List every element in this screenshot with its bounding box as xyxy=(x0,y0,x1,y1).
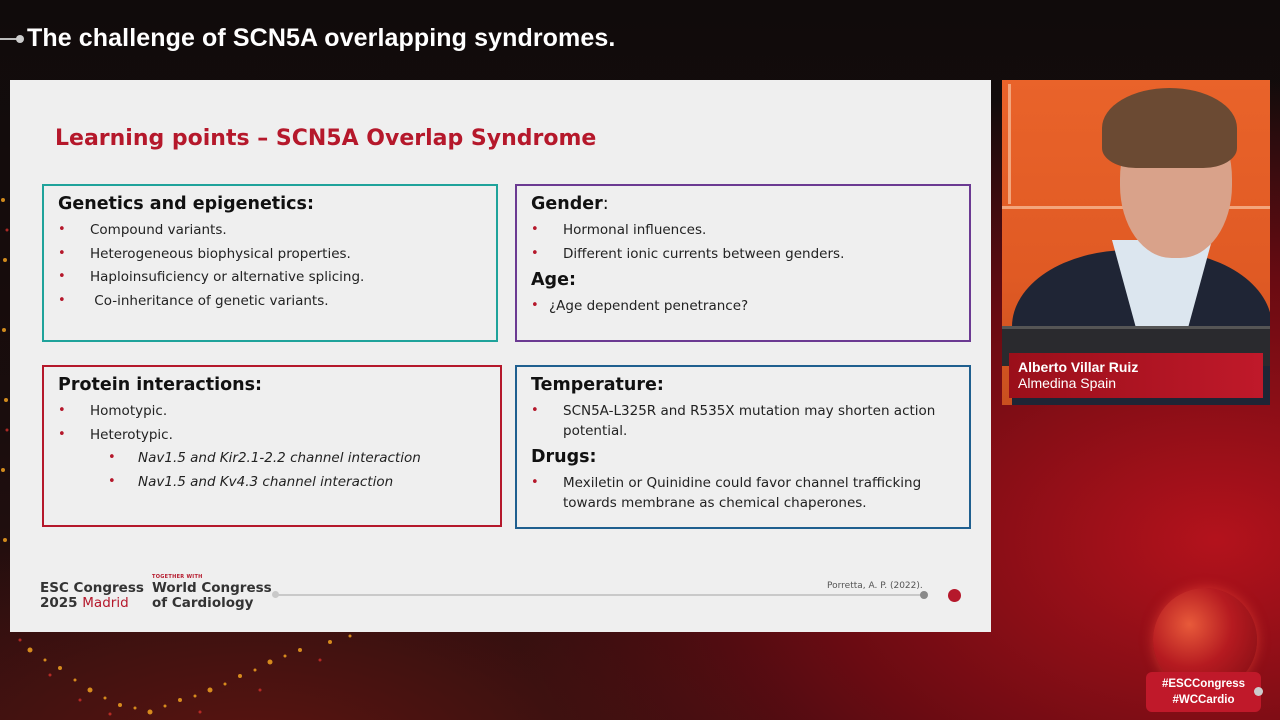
gender-age-box xyxy=(515,184,971,342)
temperature-list xyxy=(531,401,955,441)
presentation-slide xyxy=(10,80,991,632)
list-item: • Mexiletin or Quinidine could favor channel trafficking towards membrane as chemical chaperones. xyxy=(531,473,955,513)
speaker-lower-third xyxy=(1009,353,1263,398)
genetics-list xyxy=(58,220,482,311)
list-item: • Heterogeneous biophysical properties. xyxy=(58,244,482,264)
wcc-line1: World Congress xyxy=(152,580,272,596)
list-item: • Haploinsuficiency or alternative splicing. xyxy=(58,267,482,287)
hashtag-badge xyxy=(1146,672,1261,712)
progress-red-dot xyxy=(948,589,961,602)
genetics-box xyxy=(42,184,498,342)
age-heading: Age: xyxy=(531,269,576,290)
esc-logo-year: 2025 xyxy=(40,595,78,611)
esc-logo-city: Madrid xyxy=(82,595,129,611)
speaker-affiliation: Almedina Spain xyxy=(1018,375,1117,391)
list-item: • Different ionic currents between genders. xyxy=(531,244,955,264)
protein-interactions-box xyxy=(42,365,502,527)
gender-heading xyxy=(531,194,955,214)
session-title: The challenge of SCN5A overlapping syndromes. xyxy=(27,24,616,52)
slide-footer xyxy=(10,572,991,632)
speaker-hair xyxy=(1102,88,1237,168)
slide-title: Learning points – SCN5A Overlap Syndrome xyxy=(55,126,597,151)
protein-list xyxy=(58,401,486,492)
hashtag-wcc: #WCCardio xyxy=(1172,694,1235,706)
esc-logo-line1: ESC Congress xyxy=(40,580,144,596)
drugs-heading: Drugs: xyxy=(531,447,597,467)
list-item: • Co-inheritance of genetic variants. xyxy=(58,291,482,311)
wcc-logo xyxy=(152,574,272,611)
list-item: • Hormonal influences. xyxy=(531,220,955,240)
list-item: • SCN5A-L325R and R535X mutation may shorten action potential. xyxy=(531,401,955,441)
title-marker xyxy=(0,38,20,40)
nested-list-item: • Nav1.5 and Kir2.1-2.2 channel interaction xyxy=(58,448,486,468)
hashtag-dot xyxy=(1254,687,1263,696)
slide-progress-line xyxy=(274,594,924,596)
wcc-tagline: TOGETHER WITH xyxy=(152,574,203,580)
hashtag-esc: #ESCCongress xyxy=(1161,678,1246,690)
esc-logo-line2 xyxy=(40,596,144,611)
drugs-list xyxy=(531,473,955,513)
citation: Porretta, A. P. (2022). xyxy=(827,581,923,591)
wcc-line2: of Cardiology xyxy=(152,595,254,611)
list-item: • ¿Age dependent penetrance? xyxy=(531,296,955,316)
speaker-name: Alberto Villar Ruiz xyxy=(1018,359,1139,375)
temperature-drugs-box xyxy=(515,365,971,529)
nested-list-item: • Nav1.5 and Kv4.3 channel interaction xyxy=(58,472,486,492)
gender-heading-colon: : xyxy=(602,194,609,214)
protein-heading: Protein interactions: xyxy=(58,375,263,395)
progress-gray-dot xyxy=(920,591,928,599)
gender-heading-text: Gender xyxy=(531,194,603,214)
list-item: • Compound variants. xyxy=(58,220,482,240)
esc-congress-logo xyxy=(40,581,144,611)
wall-panel-edge xyxy=(1008,84,1011,204)
temperature-heading: Temperature: xyxy=(531,375,664,395)
genetics-heading: Genetics and epigenetics: xyxy=(58,194,314,214)
age-list xyxy=(531,296,955,316)
gender-list xyxy=(531,220,955,264)
list-item: • Homotypic. xyxy=(58,401,486,421)
list-item: • Heterotypic. xyxy=(58,425,486,445)
